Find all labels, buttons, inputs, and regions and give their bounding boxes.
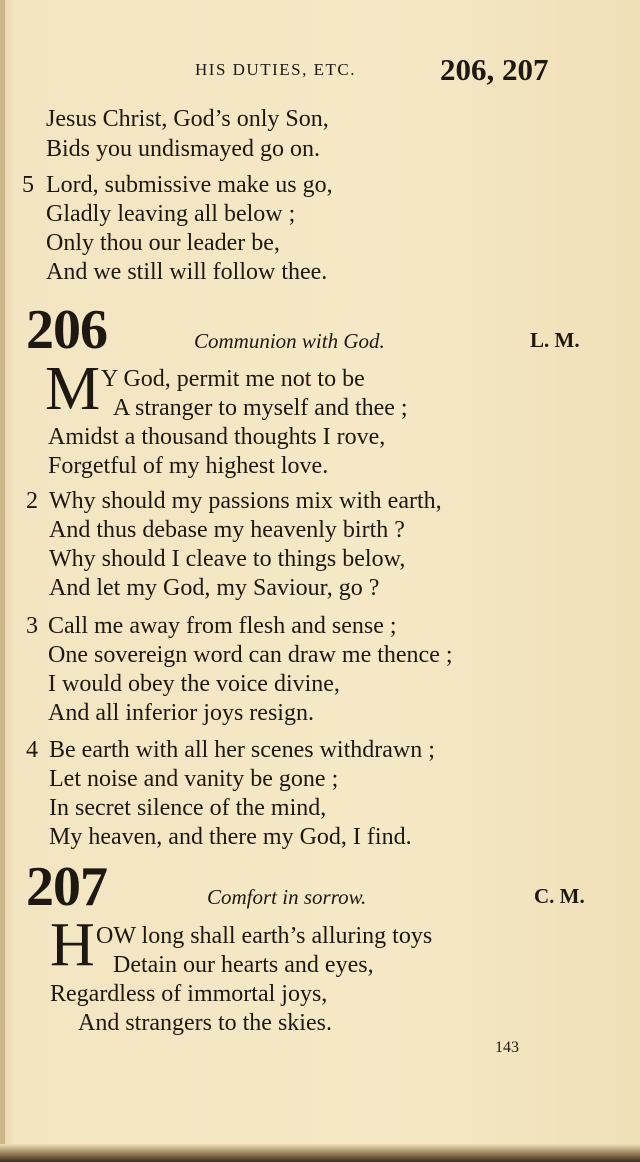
- verse-line: Regardless of immortal joys,: [50, 981, 328, 1007]
- stanza-number: 5: [22, 172, 34, 198]
- verse-line: Bids you undismayed go on.: [46, 136, 320, 162]
- hymn-meter: C. M.: [534, 884, 585, 908]
- verse-line: Why should I cleave to things below,: [49, 546, 406, 572]
- stanza-number: 3: [26, 613, 38, 639]
- verse-line: And thus debase my heavenly birth ?: [49, 517, 405, 543]
- verse-line: Only thou our leader be,: [46, 230, 280, 256]
- hymn-number: 207: [26, 856, 107, 918]
- verse-line: Forgetful of my highest love.: [48, 453, 329, 479]
- verse-line: I would obey the voice divine,: [48, 671, 340, 697]
- verse-line: Detain our hearts and eyes,: [113, 952, 374, 978]
- drop-cap: M: [45, 355, 101, 423]
- verse-line: And all inferior joys resign.: [48, 700, 314, 726]
- verse-line: Lord, submissive make us go,: [46, 172, 333, 198]
- hymn-meter: L. M.: [530, 328, 580, 352]
- page-number: 143: [495, 1039, 519, 1056]
- verse-line: Let noise and vanity be gone ;: [49, 766, 339, 792]
- verse-line: Y God, permit me not to be: [101, 366, 365, 392]
- drop-cap: H: [50, 911, 95, 979]
- verse-line: Be earth with all her scenes withdrawn ;: [49, 737, 435, 763]
- verse-line: Call me away from flesh and sense ;: [48, 613, 397, 639]
- verse-line: A stranger to myself and thee ;: [113, 395, 408, 421]
- verse-line: And strangers to the skies.: [78, 1010, 332, 1036]
- hymn-title: Communion with God.: [194, 329, 385, 353]
- page-edge: [0, 0, 5, 1162]
- verse-line: Amidst a thousand thoughts I rove,: [48, 424, 386, 450]
- verse-line: One sovereign word can draw me thence ;: [48, 642, 453, 668]
- verse-line: And we still will follow thee.: [46, 259, 328, 285]
- page-bottom-edge: [0, 1144, 640, 1162]
- running-header: HIS DUTIES, ETC.: [195, 60, 356, 79]
- hymn-title: Comfort in sorrow.: [207, 885, 367, 909]
- verse-line: In secret silence of the mind,: [49, 795, 327, 821]
- header-hymn-numbers: 206, 207: [440, 52, 549, 87]
- verse-line: My heaven, and there my God, I find.: [49, 824, 412, 850]
- stanza-number: 2: [26, 488, 38, 514]
- verse-line: And let my God, my Saviour, go ?: [49, 575, 380, 601]
- verse-line: Jesus Christ, God’s only Son,: [46, 106, 329, 132]
- stanza-number: 4: [26, 737, 38, 763]
- verse-line: Gladly leaving all below ;: [46, 201, 296, 227]
- verse-line: OW long shall earth’s alluring toys: [96, 923, 433, 949]
- verse-line: Why should my passions mix with earth,: [49, 488, 442, 514]
- hymn-number: 206: [26, 299, 107, 361]
